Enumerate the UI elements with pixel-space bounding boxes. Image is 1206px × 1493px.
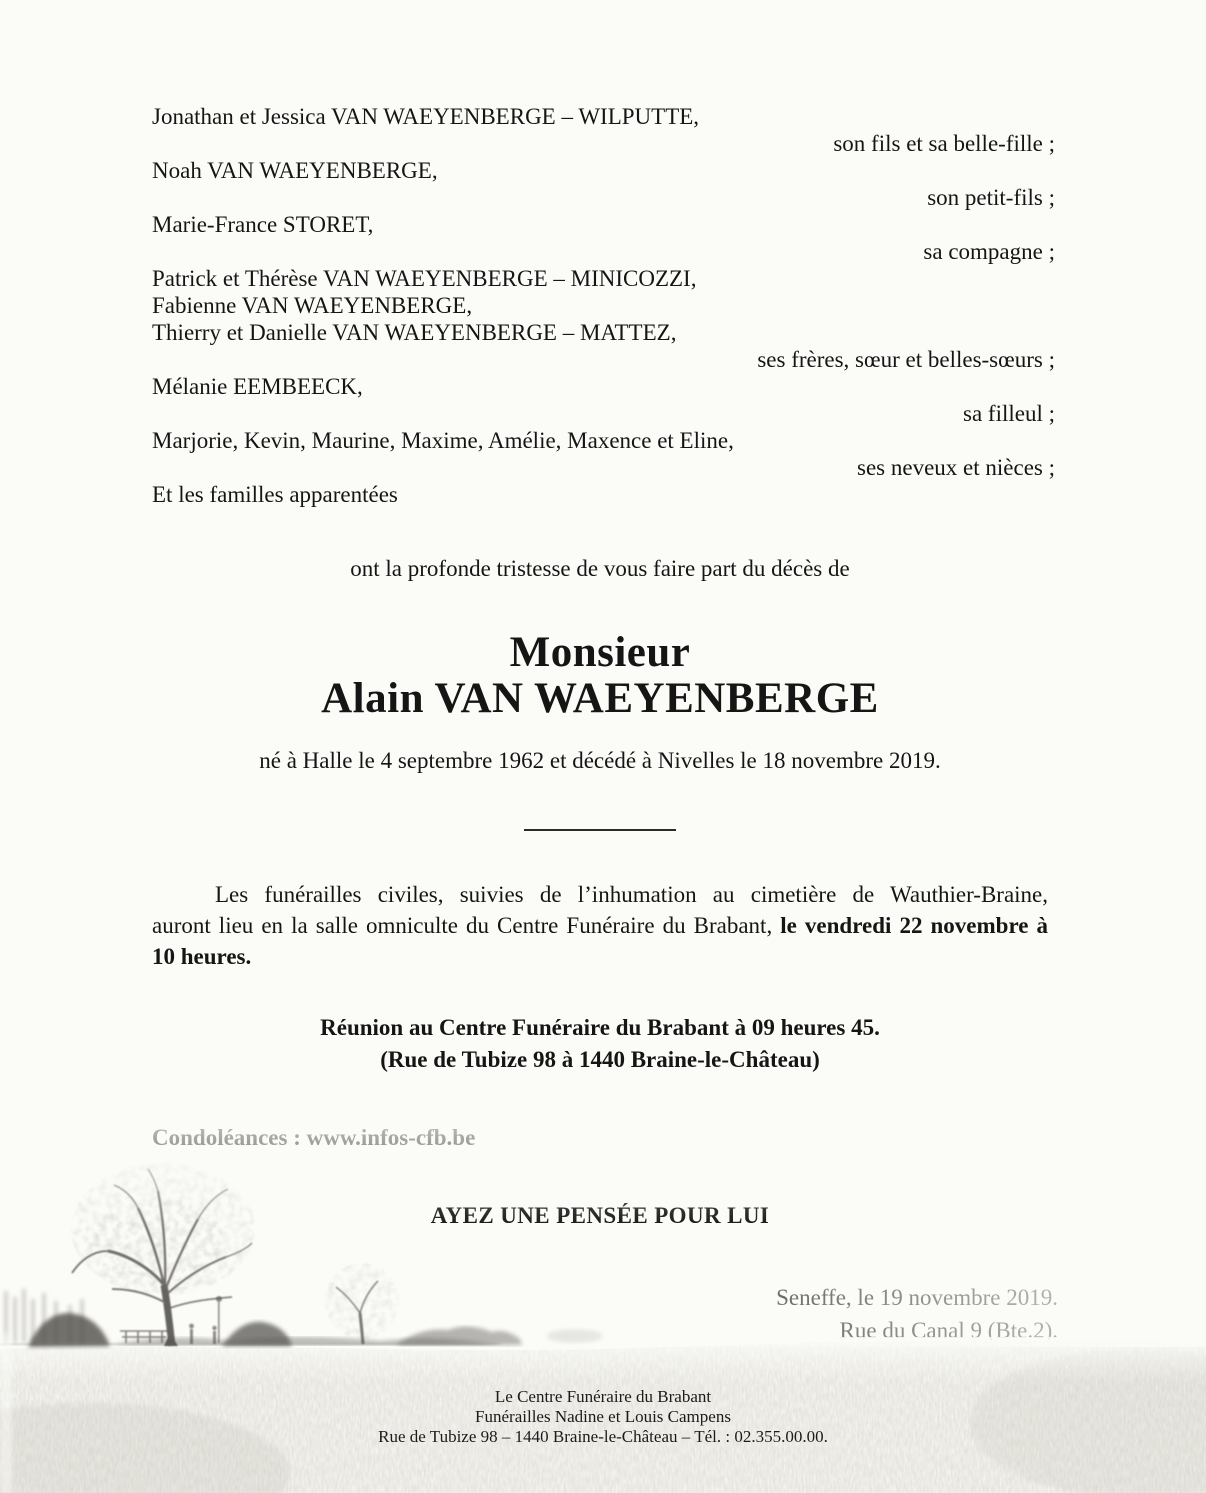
- funeral-paragraph: [152, 879, 1048, 972]
- top-fade-overlay: [0, 1093, 1206, 1228]
- meeting-line-1: Réunion au Centre Funéraire du Brabant à 09 heures 45.: [320, 1015, 880, 1040]
- funeral-line-2: [152, 910, 1048, 941]
- announcement-sentence: ont la profonde tristesse de vous faire part du décès de: [350, 556, 850, 581]
- small-tree-silhouette: [325, 1263, 399, 1344]
- deceased-headline: [152, 630, 1048, 722]
- funeral-line-2-normal: auront lieu en la salle omniculte du Centre Funéraire du Brabant,: [152, 913, 781, 938]
- distant-figures: [189, 1296, 222, 1344]
- footer-company: Le Centre Funéraire du Brabant: [494, 1387, 712, 1406]
- meeting-line-2: (Rue de Tubize 98 à 1440 Braine-le-Château): [380, 1047, 820, 1072]
- family-list: [152, 103, 1055, 508]
- meeting-info: [152, 1012, 1048, 1076]
- family-line: Noah VAN WAEYENBERGE,: [152, 158, 438, 183]
- relation-line: son petit-fils ;: [927, 185, 1055, 210]
- footer-owners: Funérailles Nadine et Louis Campens: [475, 1407, 731, 1426]
- funeral-line-3: 10 heures.: [152, 944, 252, 969]
- funeral-home-footer: [153, 1387, 1053, 1447]
- funeral-line-1: Les funérailles civiles, suivies de l’inhumation au cimetière de Wauthier-Braine,: [215, 882, 1048, 907]
- relation-line: sa filleul ;: [963, 401, 1055, 426]
- relation-line: ses neveux et nièces ;: [857, 455, 1055, 480]
- deceased-name: Alain VAN WAEYENBERGE: [321, 675, 879, 722]
- life-dates: né à Halle le 4 septembre 1962 et décédé à Nivelles le 18 novembre 2019.: [259, 748, 941, 773]
- left-edge-light-strip: [0, 1333, 12, 1493]
- family-line: Fabienne VAN WAEYENBERGE,: [152, 293, 473, 318]
- relation-line: ses frères, sœur et belles-sœurs ;: [757, 347, 1055, 372]
- honorific: Monsieur: [509, 629, 691, 676]
- relation-line: son fils et sa belle-fille ;: [833, 131, 1055, 156]
- family-line: Et les familles apparentées: [152, 482, 398, 507]
- family-line: Thierry et Danielle VAN WAEYENBERGE – MATTEZ,: [152, 320, 677, 345]
- family-line: Marie-France STORET,: [152, 212, 374, 237]
- divider-rule: [524, 829, 676, 831]
- hedge-mound-left: [28, 1313, 110, 1347]
- right-fade-overlay: [430, 1243, 1206, 1347]
- footer-address-phone: Rue de Tubize 98 – 1440 Braine-le-Château – Tél. : 02.355.00.00.: [378, 1427, 828, 1446]
- funeral-line-2-bold: le vendredi 22 novembre à: [780, 913, 1049, 938]
- family-line: Marjorie, Kevin, Maurine, Maxime, Amélie, Maxence et Eline,: [152, 428, 734, 453]
- family-line: Jonathan et Jessica VAN WAEYENBERGE – WILPUTTE,: [152, 104, 700, 129]
- family-line: Mélanie EEMBEECK,: [152, 374, 363, 399]
- relation-line: sa compagne ;: [923, 239, 1055, 264]
- family-line: Patrick et Thérèse VAN WAEYENBERGE – MINICOZZI,: [152, 266, 697, 291]
